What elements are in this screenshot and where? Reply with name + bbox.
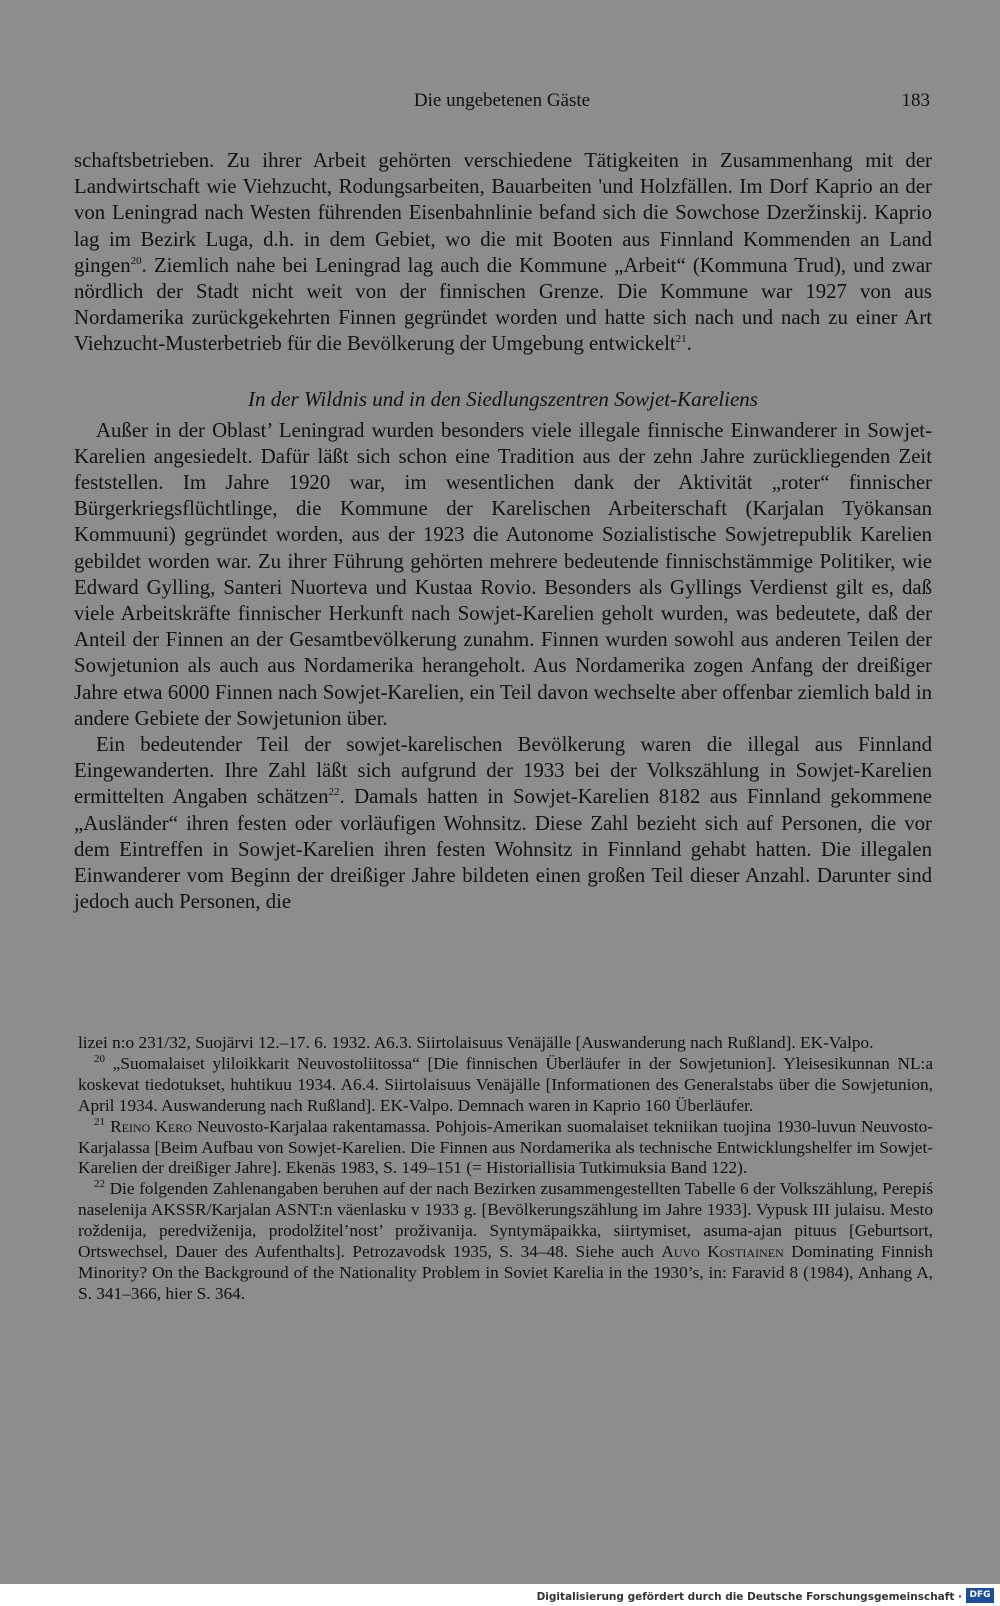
digitization-credit: Digitalisierung gefördert durch die Deutsche Forschungsgemeinschaft ·	[536, 1591, 962, 1603]
paragraph	[74, 148, 932, 358]
paragraph-text: schaftsbetrieben. Zu ihrer Arbeit gehörten verschiedene Tätigkeiten in Zusammenhang mit der Landwirtschaft wie Viehzucht, Rodungsarbeiten, Bauarbeiten 'und Holzfällen. Im Dorf Kaprio an der von Leningrad nach Westen führenden Eisenbahnlinie befand sich die Sowchose Dzeržinskij. Kaprio lag im Bezirk Luga, d.h. in dem Gebiet, wo die mit Booten aus Finnland Kommenden an Land gingen	[74, 149, 932, 277]
dfg-logo: DFG	[966, 1588, 994, 1603]
paragraph	[74, 732, 932, 915]
footnote-text: Die folgenden Zahlenangaben beruhen auf der nach Bezirken zusammengestellten Tabelle 6 der Volkszählung, Perepiś naselenija AKSSR/Karjalan ASNT:n väenlasku v 1933 g. [Bevölkerungszählung im Jahre 1933]. Vypusk III julaisu. Mesto roždenija, peredviženija, prodolžitel’nost’ proživanija. Syntymäpaikka, siirtymiset, asuma-ajan pituus [Geburtsort, Ortswechsel, Dauer des Aufenthalts]. Petrozavodsk 1935, S. 34–48. Siehe auch	[78, 1179, 933, 1262]
paragraph-text: . Damals hatten in Sowjet-Karelien 8182 aus Finnland gekommene „Ausländer“ ihren festen oder vorläufigen Wohnsitz. Diese Zahl bezieht sich auf Personen, die vor dem Eintreffen in Sowjet-Karelien ihren festen Wohnsitz in Finnland gehabt hatten. Die illegalen Einwanderer vom Beginn der dreißiger Jahre bildeten einen großen Teil dieser Anzahl. Darunter sind jedoch auch Personen, die	[74, 785, 932, 914]
paragraph-text: Ein bedeutender Teil der sowjet-karelischen Bevölkerung waren die illegal aus Finnland Eingewanderten. Ihre Zahl läßt sich aufgrund der 1933 bei der Volkszählung in Sowjet-Karelien ermittelten Angaben schätzen	[74, 733, 932, 809]
footnote-ref[interactable]: 21	[675, 333, 687, 346]
footnote-continued: lizei n:o 231/32, Suojärvi 12.–17. 6. 1932. A6.3. Siirtolaisuus Venäjälle [Auswanderung nach Rußland]. EK-Valpo.	[78, 1033, 874, 1052]
footnote-21	[78, 1117, 933, 1180]
paragraph-text: .	[686, 332, 692, 356]
footnote-number: 21	[94, 1115, 105, 1128]
section-heading: In der Wildnis und in den Siedlungszentren Sowjet-Kareliens	[248, 386, 758, 411]
footnote-number: 20	[94, 1053, 105, 1066]
footnote-author: Reino Kero	[110, 1116, 192, 1136]
paragraph: Außer in der Oblast’ Leningrad wurden besonders viele illegale finnische Einwanderer in Sowjet-Karelien angesiedelt. Dafür läßt sich schon eine Tradition aus der zehn Jahre zurückliegenden Zeit feststellen. Im Jahre 1920 war, im wesentlichen dank der Aktivität „roter“ finnischer Bürgerkriegsflüchtlinge, die Kommune der Karelischen Arbeiterschaft (Karjalan Työkansan Kommuuni) gegründet worden, aus der 1923 die Autonome Sozialistische Sowjetrepublik Karelien gebildet worden war. Zu ihrer Führung gehörten mehrere bedeutende finnischstämmige Politiker, wie Edward Gylling, Santeri Nuorteva und Kustaa Rovio. Besonders als Gyllings Verdienst gilt es, daß viele Arbeitskräfte finnischer Herkunft nach Sowjet-Karelien geholt wurden, was bedeutete, daß der Anteil der Finnen an der Gesamtbevölkerung zunahm. Finnen wurden sowohl aus anderen Teilen der Sowjetunion als auch aus Nordamerika herangeholt. Aus Nordamerika zogen Anfang der dreißiger Jahre etwa 6000 Finnen nach Sowjet-Karelien, ein Teil davon wechselte aber offenbar ziemlich bald in andere Gebiete der Sowjetunion über.	[74, 418, 932, 730]
footnote-ref[interactable]: 20	[130, 254, 142, 267]
footer-bar	[0, 1584, 1000, 1606]
page-number: 183	[901, 90, 930, 111]
footnotes	[78, 1033, 933, 1305]
footnote-ref[interactable]: 22	[328, 786, 340, 799]
page-header	[74, 90, 930, 116]
footnote-text: Neuvosto-Karjalaa rakentamassa. Pohjois-Amerikan suomalaiset tekniikan tuojina 1930-luvun Neuvosto-Karjalassa [Beim Aufbau von Sowjet-Karelien. Die Finnen aus Nordamerika als technische Entwicklungshelfer im Sowjet-Karelien der dreißiger Jahre]. Ekenäs 1983, S. 149–151 (= Historiallisia Tutkimuksia Band 122).	[78, 1116, 933, 1178]
footnote-22	[78, 1179, 933, 1304]
body-text	[74, 148, 932, 915]
footnote-text: Dominating Finnish Minority? On the Background of the Nationality Problem in Soviet Karelia in the 1930’s, in: Faravid 8 (1984), Anhang A, S. 341–366, hier S. 364.	[78, 1242, 934, 1303]
running-title: Die ungebetenen Gäste	[413, 90, 591, 111]
footnote-text: „Suomalaiset yliloikkarit Neuvostoliitossa“ [Die finnischen Überläufer in der Sowjetunion]. Yleisesikunnan NL:a koskevat tiedotukset, huhtikuu 1934. A6.4. Siirtolaisuus Venäjälle [Informationen des Generalstabs über die Sowjetunion, April 1934. Auswanderung nach Rußland]. EK-Valpo. Demnach waren in Kaprio 160 Überläufer.	[78, 1053, 933, 1115]
paragraph-text: . Ziemlich nahe bei Leningrad lag auch die Kommune „Arbeit“ (Kommuna Trud), und zwar nördlich der Stadt nicht weit von der finnischen Grenze. Die Kommune war 1927 von aus Nordamerika zurückgekehrten Finnen gegründet worden und hatte sich nach und nach zu einer Art Viehzucht-Musterbetrieb für die Bevölkerung der Umgebung entwickelt	[74, 253, 932, 356]
footnote-20	[78, 1054, 933, 1117]
footnote-number: 22	[94, 1178, 105, 1191]
footnote-author: Auvo Kostiainen	[661, 1242, 784, 1262]
